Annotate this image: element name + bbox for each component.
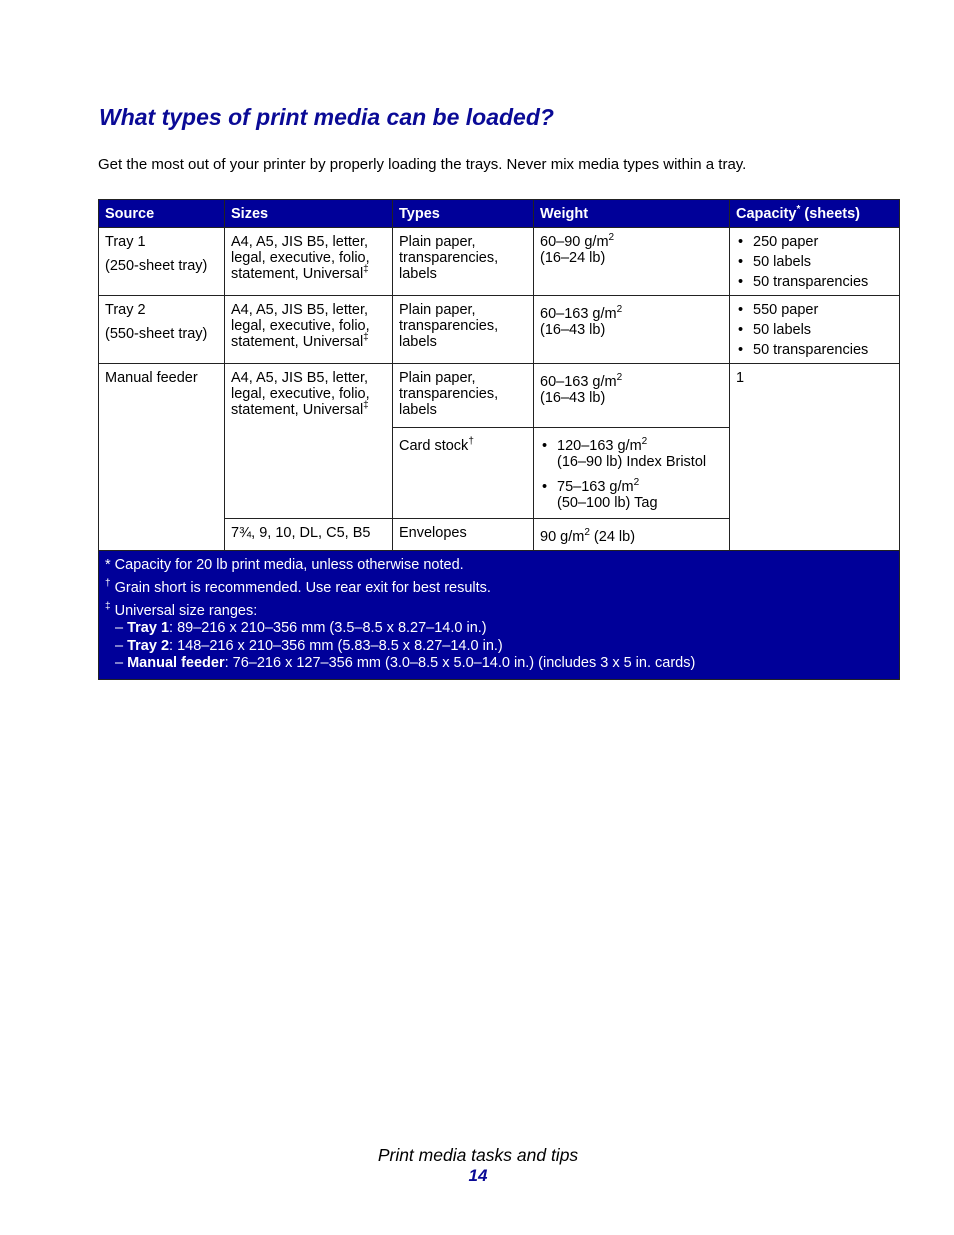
- cell-source: [99, 296, 225, 364]
- range-text: : 76–216 x 127–356 mm (3.0–8.5 x 5.0–14.0 in.) (includes 3 x 5 in. cards): [224, 655, 696, 671]
- dash: –: [115, 620, 128, 636]
- header-capacity-suffix: (sheets): [800, 205, 860, 222]
- range-label: Manual feeder: [127, 655, 225, 671]
- double-dagger-mark: ‡: [363, 264, 369, 276]
- table-row-tray1: [99, 228, 900, 296]
- range-text: : 89–216 x 210–356 mm (3.5–8.5 x 8.27–14.0 in.): [169, 620, 487, 636]
- cell-source: [99, 228, 225, 296]
- list-item: • 50 transparencies: [736, 274, 894, 290]
- range-label: Tray 1: [127, 620, 170, 636]
- footnote-grain-text: Grain short is recommended. Use rear exit for best results.: [110, 580, 491, 596]
- table-row-tray2: [99, 296, 900, 364]
- header-weight: Weight: [534, 200, 730, 228]
- cell-types: Envelopes: [393, 519, 534, 551]
- page-footer: [0, 1145, 954, 1186]
- source-name: Tray 2: [105, 302, 146, 318]
- capacity-list: [736, 302, 894, 358]
- cell-sizes: [225, 364, 393, 519]
- weight-imperial: (16–43 lb): [540, 322, 606, 338]
- dash: –: [115, 655, 128, 671]
- header-types: Types: [393, 200, 534, 228]
- range-manual-feeder: [105, 655, 893, 673]
- weight-imperial: (16–43 lb): [540, 390, 606, 406]
- footnote-universal: [105, 603, 893, 620]
- table-row-manual-feeder: [99, 364, 900, 428]
- weight-metric: 60–90 g/m: [540, 234, 609, 250]
- header-capacity-label: Capacity: [736, 205, 797, 222]
- card-stock-label: Card stock: [399, 438, 469, 454]
- list-item: • 50 labels: [736, 254, 894, 270]
- superscript: 2: [633, 477, 640, 489]
- weight-imperial: (16–24 lb): [540, 250, 606, 266]
- capacity-list: [736, 234, 894, 290]
- cell-weight: [534, 364, 730, 428]
- asterisk-mark: *: [796, 203, 801, 215]
- footnote-grain: [105, 580, 893, 597]
- footnote-capacity: * Capacity for 20 lb print media, unless otherwise noted.: [105, 557, 464, 573]
- double-dagger-mark: ‡: [363, 400, 369, 412]
- dash: –: [115, 637, 128, 654]
- cell-capacity: [730, 228, 900, 296]
- intro-text: Get the most out of your printer by properly loading the trays. Never mix media types within a tray.: [98, 156, 747, 173]
- range-tray2: [105, 638, 893, 656]
- list-item: • 50 labels: [736, 322, 894, 338]
- source-capacity-note: (250-sheet tray): [105, 258, 208, 274]
- sizes-text: A4, A5, JIS B5, letter, legal, executive, folio, statement, Universal: [231, 370, 370, 418]
- range-tray1: [105, 620, 893, 638]
- range-label: Tray 2: [127, 637, 170, 654]
- weight-metric: 120–163 g/m: [557, 438, 642, 454]
- header-capacity: [730, 200, 900, 228]
- page-number: 14: [468, 1166, 488, 1185]
- header-sizes: Sizes: [225, 200, 393, 228]
- superscript: 2: [616, 372, 623, 384]
- dagger-mark: †: [468, 436, 474, 448]
- weight-imperial: (50–100 lb) Tag: [557, 495, 658, 511]
- list-item: • 550 paper: [736, 302, 894, 318]
- table-header-row: [99, 200, 900, 228]
- weight-metric: 90 g/m: [540, 529, 585, 545]
- card-weight-list: [540, 438, 724, 511]
- cell-weight: [534, 228, 730, 296]
- page-title: What types of print media can be loaded?: [99, 104, 554, 130]
- superscript: 2: [641, 436, 648, 448]
- cell-capacity: [730, 296, 900, 364]
- double-dagger-mark: ‡: [105, 601, 111, 613]
- print-media-table: [98, 199, 900, 680]
- cell-weight: [534, 428, 730, 519]
- cell-types: Plain paper, transparencies, labels: [393, 296, 534, 364]
- list-item: [540, 438, 724, 470]
- weight-metric: 60–163 g/m: [540, 306, 617, 322]
- footer-section-title: Print media tasks and tips: [377, 1145, 579, 1165]
- cell-sizes: [225, 228, 393, 296]
- list-item: • 50 transparencies: [736, 342, 894, 358]
- cell-types: [393, 428, 534, 519]
- source-capacity-note: (550-sheet tray): [105, 326, 208, 342]
- sizes-text: A4, A5, JIS B5, letter, legal, executive, folio, statement, Universal: [231, 234, 370, 282]
- sizes-text: A4, A5, JIS B5, letter, legal, executive, folio, statement, Universal: [231, 302, 370, 350]
- weight-imperial: (24 lb): [589, 529, 636, 545]
- superscript: 2: [616, 304, 623, 316]
- table-footnote-row: [99, 551, 900, 680]
- cell-capacity: 1: [730, 364, 900, 551]
- cell-weight: [534, 519, 730, 551]
- footnotes: [99, 551, 900, 680]
- header-source: Source: [99, 200, 225, 228]
- weight-imperial: (16–90 lb) Index Bristol: [557, 454, 707, 470]
- footnote-universal-text: Universal size ranges:: [110, 603, 258, 619]
- list-item: [540, 479, 724, 511]
- weight-metric: 60–163 g/m: [540, 374, 617, 390]
- cell-types: Plain paper, transparencies, labels: [393, 228, 534, 296]
- cell-sizes: 7¾, 9, 10, DL, C5, B5: [225, 519, 393, 551]
- double-dagger-mark: ‡: [363, 332, 369, 344]
- range-text: : 148–216 x 210–356 mm (5.83–8.5 x 8.27–14.0 in.): [169, 637, 503, 654]
- weight-metric: 75–163 g/m: [557, 479, 634, 495]
- superscript: 2: [608, 232, 615, 244]
- dagger-mark: †: [105, 578, 111, 590]
- list-item: • 250 paper: [736, 234, 894, 250]
- cell-source: Manual feeder: [99, 364, 225, 551]
- source-name: Tray 1: [105, 234, 146, 250]
- cell-weight: [534, 296, 730, 364]
- cell-sizes: [225, 296, 393, 364]
- superscript: 2: [584, 527, 590, 539]
- cell-types: Plain paper, transparencies, labels: [393, 364, 534, 428]
